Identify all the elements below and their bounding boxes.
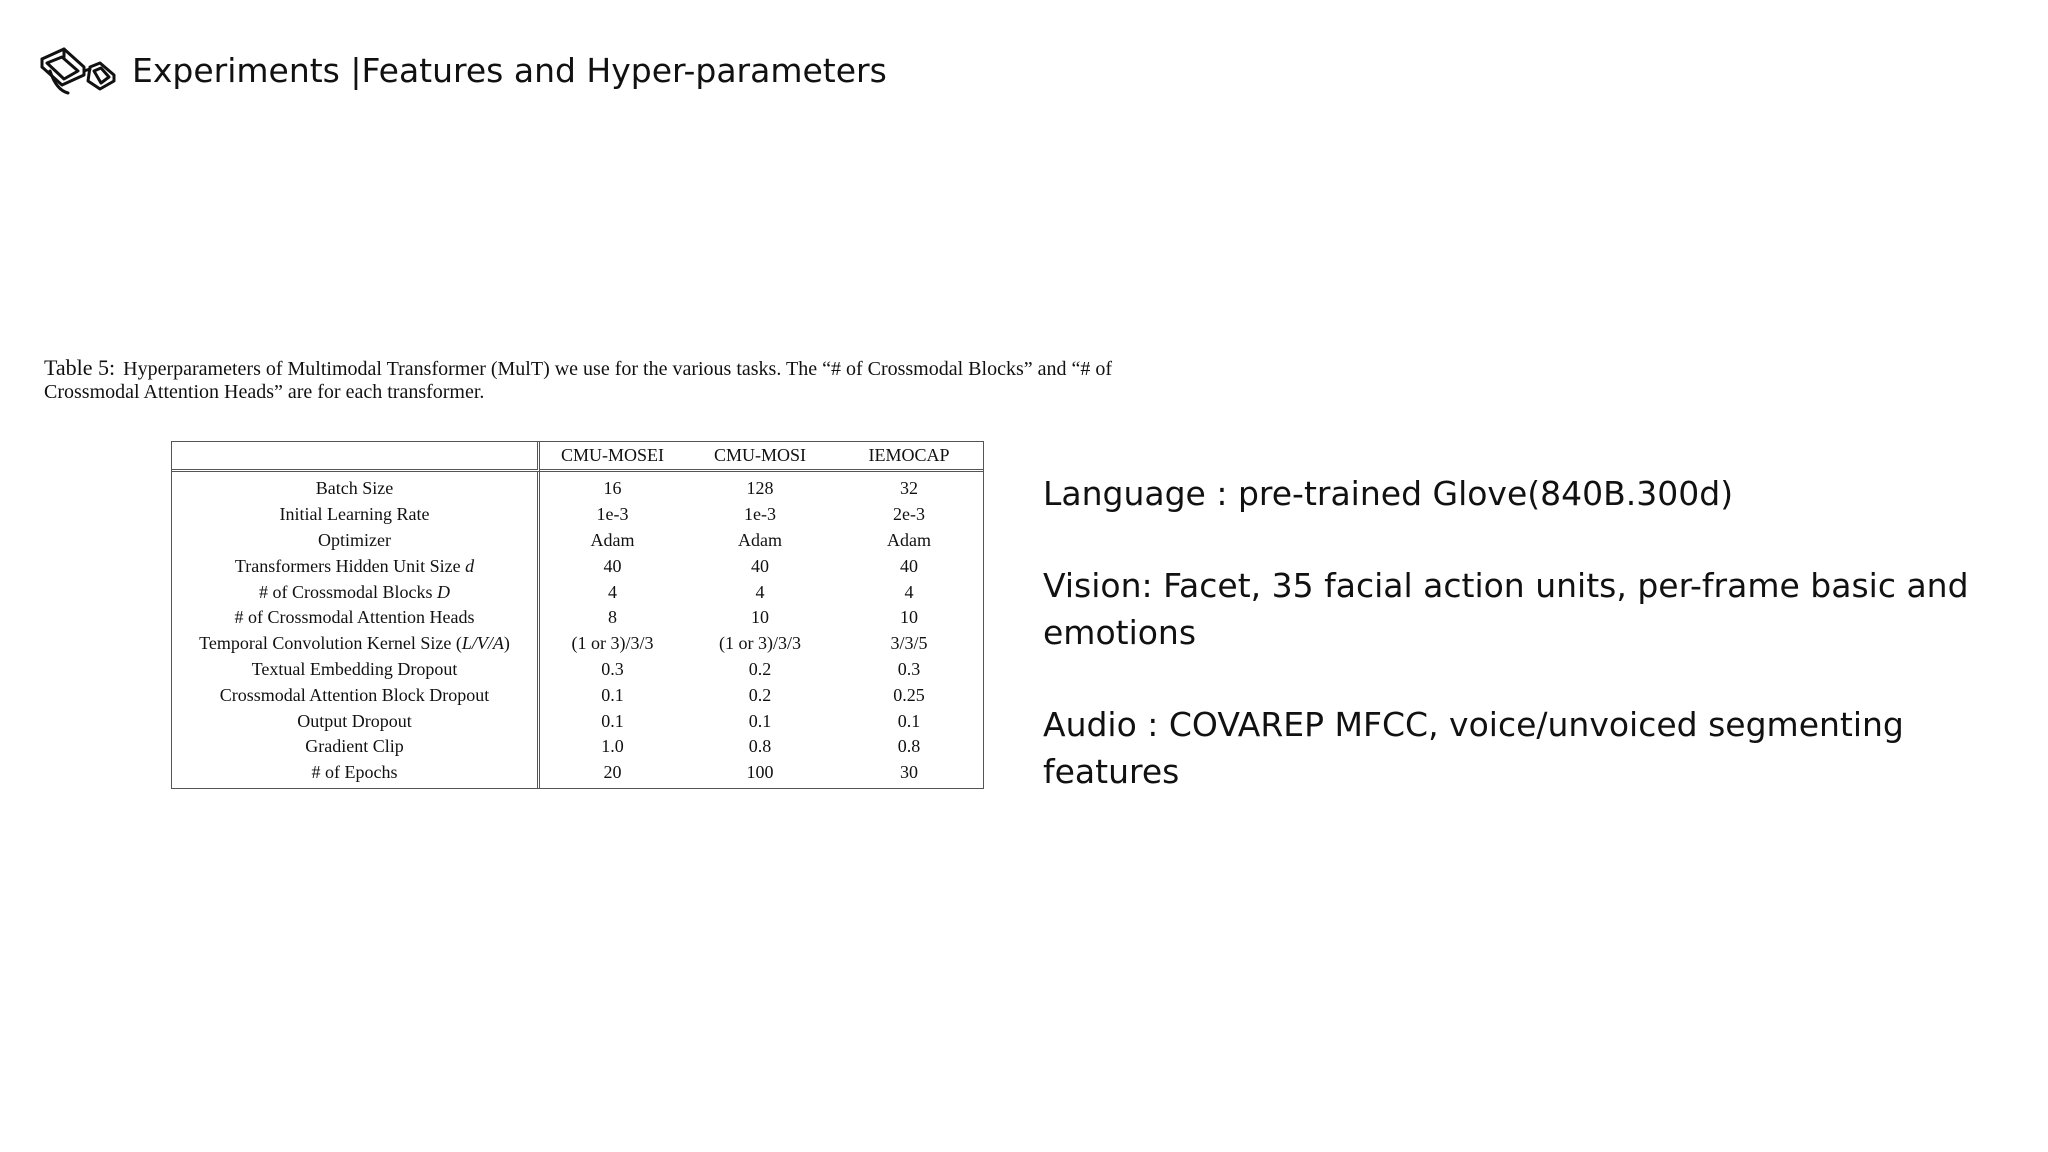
cell-iemocap: 4 xyxy=(904,581,914,602)
cell-iemocap: 3/3/5 xyxy=(890,633,928,654)
row-label-variable: L/V/A xyxy=(461,633,504,654)
cell-cmu-mosi: 4 xyxy=(755,581,765,602)
row-label xyxy=(172,502,540,528)
row-label xyxy=(172,682,540,708)
cell-cmu-mosei: Adam xyxy=(590,529,635,550)
row-label-text: # of Crossmodal Attention Heads xyxy=(234,607,475,628)
hyperparameter-table xyxy=(171,441,984,789)
slide-header xyxy=(38,40,887,100)
note-audio: Audio : COVAREP MFCC, voice/unvoiced segmenting features xyxy=(1043,705,1904,791)
row-label xyxy=(172,553,540,579)
table-header-row xyxy=(172,442,983,472)
cell-cmu-mosi: (1 or 3)/3/3 xyxy=(719,633,801,654)
row-label-text: Textual Embedding Dropout xyxy=(251,658,458,679)
note-vision: Vision: Facet, 35 facial action units, per-frame basic and emotions xyxy=(1043,566,1969,652)
row-label-variable: d xyxy=(465,555,475,576)
cell-iemocap: 0.3 xyxy=(897,658,921,679)
row-label-text: Output Dropout xyxy=(297,710,412,731)
table-caption-text: Hyperparameters of Multimodal Transformer (MulT) we use for the various tasks. The “# of Crossmodal Blocks” and “# of Crossmodal Attention Heads” are for each transformer. xyxy=(44,358,1113,403)
cell-iemocap: 40 xyxy=(900,555,918,576)
table-caption xyxy=(44,356,1134,404)
row-label-text: # of Crossmodal Blocks xyxy=(259,581,437,602)
cell-iemocap: 0.25 xyxy=(893,684,925,705)
cell-cmu-mosi: 0.2 xyxy=(748,684,772,705)
3d-glasses-icon xyxy=(38,41,118,99)
cell-cmu-mosi: 0.1 xyxy=(748,710,772,731)
cell-iemocap: Adam xyxy=(887,529,931,550)
cell-iemocap: 32 xyxy=(900,478,918,499)
table-row xyxy=(172,657,983,683)
row-label-variable: D xyxy=(437,581,450,602)
cell-iemocap: 10 xyxy=(900,607,918,628)
row-label-suffix: ) xyxy=(503,633,510,654)
row-label xyxy=(172,734,540,760)
table-row xyxy=(172,502,983,528)
table-row xyxy=(172,708,983,734)
hyperparameter-table-container xyxy=(171,441,984,789)
row-label xyxy=(172,579,540,605)
cell-cmu-mosei: (1 or 3)/3/3 xyxy=(571,633,654,654)
row-label-text: Optimizer xyxy=(318,529,391,550)
note-language: Language : pre-trained Glove(840B.300d) xyxy=(1043,474,1734,513)
cell-cmu-mosei: 0.3 xyxy=(601,658,624,679)
cell-cmu-mosi: 1e-3 xyxy=(744,504,776,525)
cell-cmu-mosei: 16 xyxy=(603,478,622,499)
row-label xyxy=(172,472,540,502)
row-label xyxy=(172,657,540,683)
table-row xyxy=(172,682,983,708)
cell-cmu-mosi: 100 xyxy=(746,762,774,783)
table-caption-label: Table 5: xyxy=(44,355,116,380)
cell-iemocap: 0.8 xyxy=(897,736,921,757)
cell-cmu-mosei: 1.0 xyxy=(601,736,624,757)
row-label-text: Crossmodal Attention Block Dropout xyxy=(219,684,490,705)
column-header-parameter xyxy=(172,442,540,472)
row-label xyxy=(172,760,540,788)
table-row xyxy=(172,605,983,631)
cell-cmu-mosei: 8 xyxy=(608,607,617,628)
table-row xyxy=(172,553,983,579)
cell-cmu-mosi: 128 xyxy=(746,478,774,499)
cell-cmu-mosei: 40 xyxy=(603,555,622,576)
cell-cmu-mosei: 4 xyxy=(608,581,617,602)
cell-cmu-mosi: 0.2 xyxy=(748,658,772,679)
column-header-cmu-mosi: CMU-MOSI xyxy=(685,442,835,472)
row-label-text: Temporal Convolution Kernel Size ( xyxy=(199,633,462,654)
row-label-text: # of Epochs xyxy=(311,762,398,783)
cell-iemocap: 0.1 xyxy=(897,710,921,731)
cell-cmu-mosei: 0.1 xyxy=(601,710,624,731)
column-header-iemocap: IEMOCAP xyxy=(835,442,983,472)
row-label-text: Transformers Hidden Unit Size xyxy=(234,555,466,576)
row-label-text: Initial Learning Rate xyxy=(279,504,430,525)
cell-cmu-mosi: Adam xyxy=(738,529,782,550)
row-label-text: Batch Size xyxy=(315,478,394,499)
column-header-cmu-mosei: CMU-MOSEI xyxy=(540,442,685,472)
cell-cmu-mosei: 0.1 xyxy=(601,684,624,705)
cell-cmu-mosei: 1e-3 xyxy=(596,504,629,525)
cell-iemocap: 30 xyxy=(900,762,918,783)
cell-cmu-mosi: 40 xyxy=(751,555,769,576)
cell-cmu-mosi: 0.8 xyxy=(748,736,772,757)
row-label xyxy=(172,605,540,631)
table-row xyxy=(172,528,983,554)
feature-notes xyxy=(1043,470,2033,840)
row-label xyxy=(172,708,540,734)
table-row xyxy=(172,734,983,760)
row-label-text: Gradient Clip xyxy=(305,736,404,757)
cell-cmu-mosei: 20 xyxy=(603,762,622,783)
cell-iemocap: 2e-3 xyxy=(893,504,925,525)
table-row xyxy=(172,631,983,657)
row-label xyxy=(172,528,540,554)
table-row xyxy=(172,579,983,605)
table-row xyxy=(172,472,983,502)
row-label xyxy=(172,631,540,657)
table-row xyxy=(172,760,983,788)
slide-title: Experiments |Features and Hyper-parameters xyxy=(132,50,887,90)
cell-cmu-mosi: 10 xyxy=(751,607,769,628)
